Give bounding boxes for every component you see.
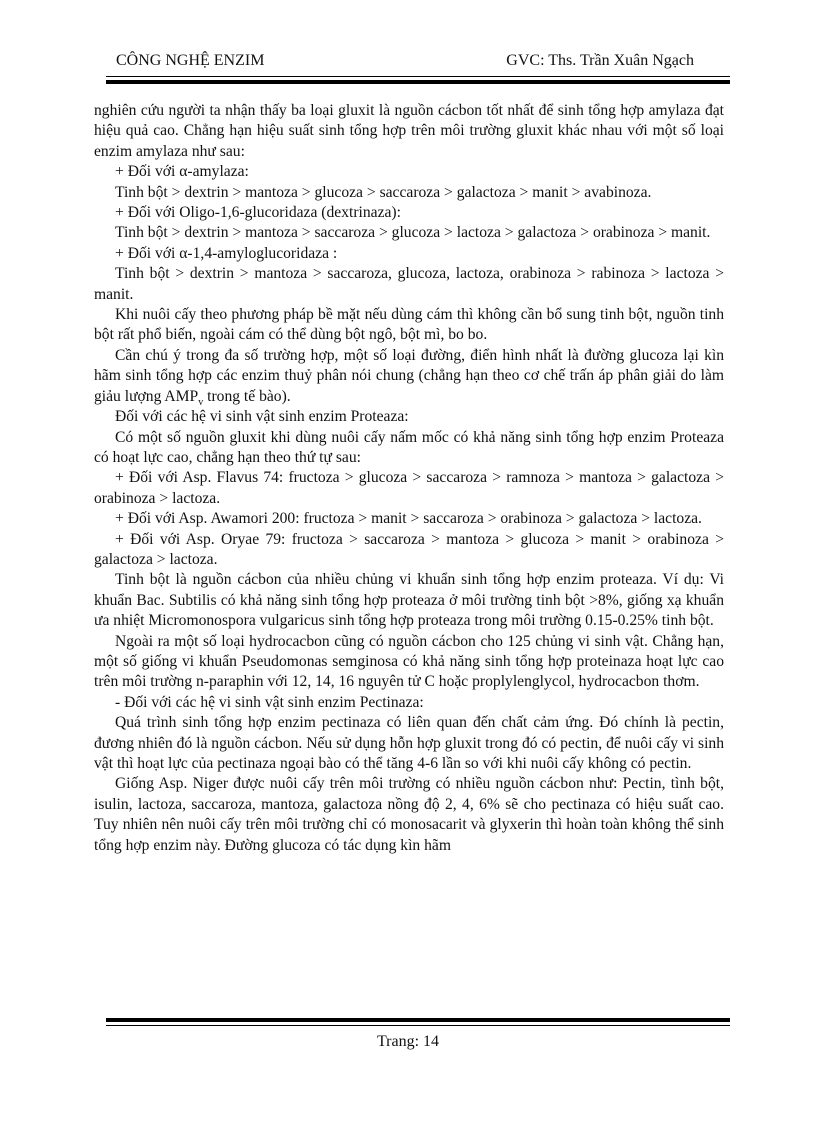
header-rule-thin (106, 76, 730, 77)
paragraph: Tinh bột > dextrin > mantoza > saccaroza, glucoza, lactoza, orabinoza > rabinoza > lactoza > manit. (94, 265, 724, 303)
header-course-title: CÔNG NGHỆ ENZIM (116, 52, 265, 69)
paragraph: Khi nuôi cấy theo phương pháp bề mặt nếu dùng cám thì không cần bổ sung tinh bột, nguồn tinh bột rất phổ biến, ngoài cám có thể dùng bột ngô, bột mì, bo bo. (94, 306, 724, 344)
paragraph: Quá trình sinh tổng hợp enzim pectinaza có liên quan đến chất cảm ứng. Đó chính là pectin, đương nhiên đó là nguồn cácbon. Nếu sử dụng hỗn hợp gluxit trong đó có pectin, để nuôi cấy vi sinh vật thì hoạt lực của pectinaza ngoại bào có thể tăng 4-6 lần so với khi nuôi cấy không có pectin. (94, 714, 724, 772)
paragraph: + Đối với Asp. Flavus 74: fructoza > glucoza > saccaroza > ramnoza > mantoza > galactoza > orabinoza > lactoza. (94, 469, 724, 507)
paragraph: + Đối với α-amylaza: (115, 163, 249, 181)
paragraph: Ngoài ra một số loại hydrocacbon cũng có nguồn cácbon cho 125 chủng vi sinh vật. Chẳng hạn, một số giống vi khuẩn Pseudomonas semginosa có khả năng sinh tổng hợp proteinaza hoạt lực cao trên môi trường n-paraphin với 12, 14, 16 nguyên tử C hoặc proplylenglycol, hydrocacbon thơm. (94, 632, 724, 691)
paragraph: + Đối với α-1,4-amyloglucoridaza : (115, 244, 338, 262)
header-lecturer: GVC: Ths. Trần Xuân Ngạch (506, 52, 694, 69)
paragraph: - Đối với các hệ vi sinh vật sinh enzim Pectinaza: (115, 693, 424, 711)
paragraph: Có một số nguồn gluxit khi dùng nuôi cấy nấm mốc có khả năng sinh tổng hợp enzim Proteaza có hoạt lực cao, chẳng hạn theo thứ tự sau: (94, 428, 724, 466)
paragraph: Giống Asp. Niger được nuôi cấy trên môi trường có nhiều nguồn cácbon như: Pectin, tình bột, isulin, lactoza, saccaroza, mantoza, galactoza nồng độ 2, 4, 6% sẽ cho pectinaza có hiệu suất cao. Tuy nhiên nên nuôi cấy trên môi trường chỉ có monosacarit và glyxerin thì hoàn toàn không thể sinh tổng hợp enzim này. Đường glucoza có tác dụng kìn hãm (94, 775, 724, 854)
paragraph (94, 346, 724, 407)
paragraph: + Đối với Oligo-1,6-glucoridaza (dextrinaza): (115, 204, 401, 222)
paragraph-text: trong tế bào). (203, 387, 291, 405)
paragraph: + Đối với Asp. Oryae 79: fructoza > saccaroza > mantoza > glucoza > manit > orabinoza > galactoza > lactoza. (94, 530, 724, 568)
header-rule-thick (106, 80, 730, 84)
paragraph: nghiên cứu người ta nhận thấy ba loại gluxit là nguồn cácbon tốt nhất để sinh tổng hợp amylaza đạt hiệu quả cao. Chẳng hạn hiệu suất sinh tổng hợp trên môi trường gluxit khác nhau với một số loại enzim amylaza như sau: (94, 102, 724, 160)
footer-rule-thick (106, 1018, 730, 1022)
paragraph: Tinh bột là nguồn cácbon của nhiều chủng vi khuẩn sinh tổng hợp enzim proteaza. Ví dụ: Vi khuẩn Bac. Subtilis có khả năng sinh tổng hợp proteaza ở môi trường tinh bột >8%, giống xạ khuẩn ưa nhiệt Micromonospora vulgaricus sinh tổng hợp proteaza trong môi trường 0.15-0.25% tinh bột. (94, 571, 724, 630)
page-header (112, 50, 722, 74)
footer-rule-thin (106, 1025, 730, 1026)
paragraph: Tinh bột > dextrin > mantoza > glucoza > saccaroza > galactoza > manit > avabinoza. (115, 183, 652, 201)
paragraph: Tinh bột > dextrin > mantoza > saccaroza > glucoza > lactoza > galactoza > orabinoza > manit. (115, 224, 711, 242)
paragraph: Đối với các hệ vi sinh vật sinh enzim Proteaza: (115, 408, 409, 426)
subscript: v (198, 396, 204, 408)
document-body (94, 101, 724, 856)
paragraph-text: Cần chú ý trong đa số trường hợp, một số loại đường, điển hình nhất là đường glucoza lại kìn hãm sinh tổng hợp các enzim thuỷ phân nói chung (chẳng hạn theo cơ chế trấn áp phân giải do làm giảu lượng AMP (94, 346, 724, 405)
page-number: Trang: 14 (376, 1033, 440, 1050)
paragraph: + Đối với Asp. Awamori 200: fructoza > manit > saccaroza > orabinoza > galactoza > lactoza. (115, 510, 702, 528)
